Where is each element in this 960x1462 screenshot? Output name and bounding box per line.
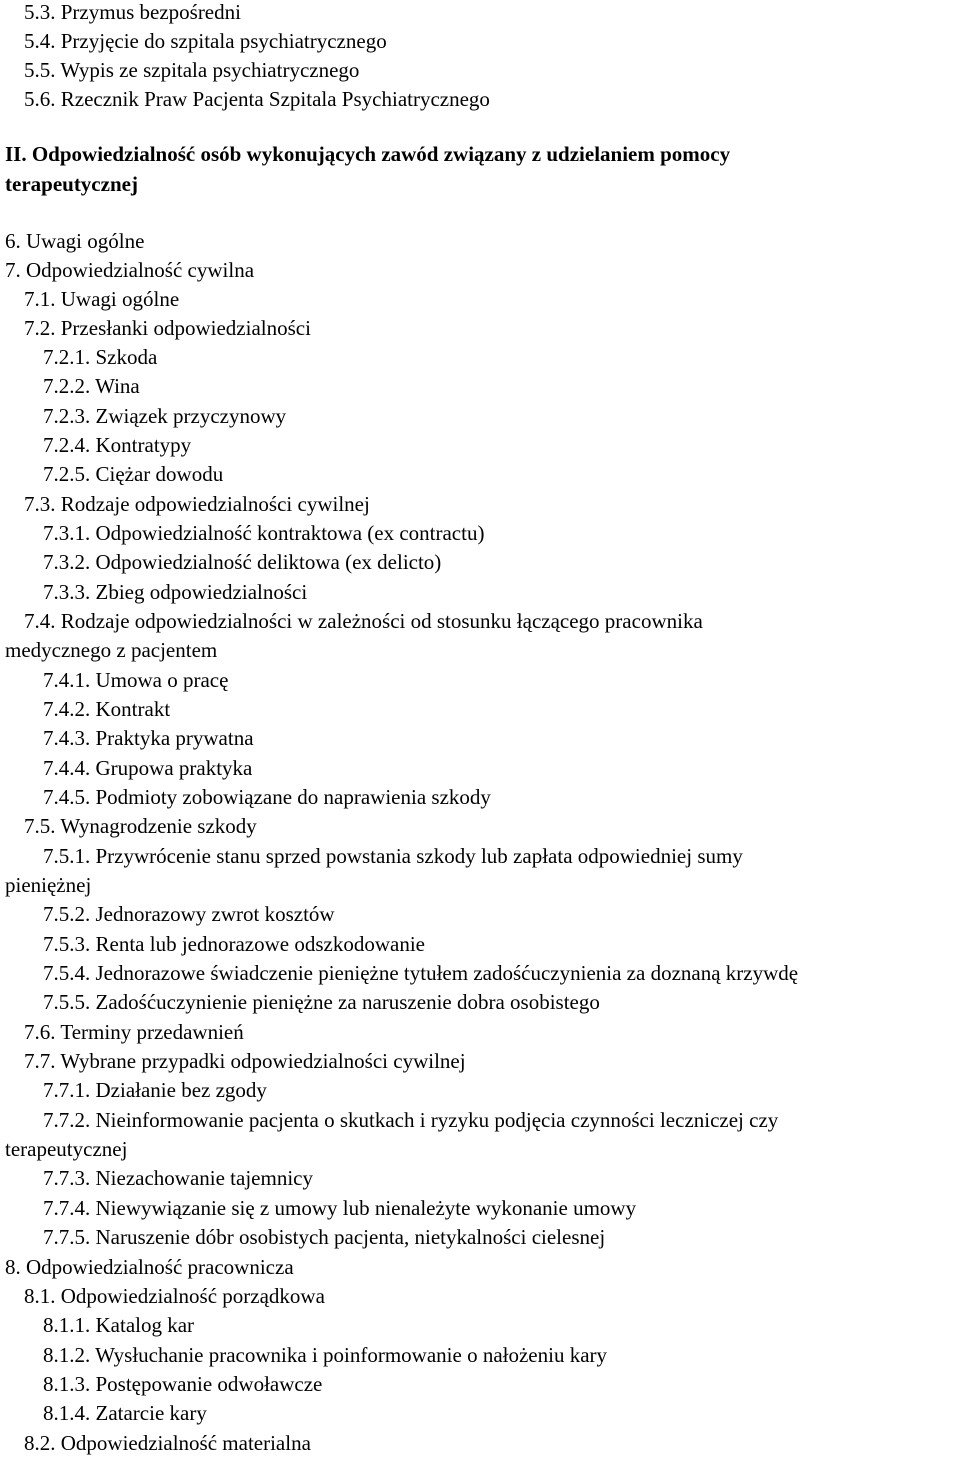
toc-line: 8. Odpowiedzialność pracownicza — [5, 1255, 294, 1279]
toc-line: 7.4.4. Grupowa praktyka — [43, 756, 253, 780]
toc-line: 5.6. Rzecznik Praw Pacjenta Szpitala Psychiatrycznego — [24, 87, 490, 111]
toc-line: 7.4. Rodzaje odpowiedzialności w zależności od stosunku łączącego pracownika — [24, 609, 703, 633]
toc-line: 7.5.2. Jednorazowy zwrot kosztów — [43, 902, 335, 926]
toc-line: 7.1. Uwagi ogólne — [24, 287, 180, 311]
toc-line: 7.4.5. Podmioty zobowiązane do naprawienia szkody — [43, 785, 491, 809]
toc-line: 7.4.2. Kontrakt — [43, 697, 171, 721]
toc-line: 7.7.4. Niewywiązanie się z umowy lub nienależyte wykonanie umowy — [43, 1196, 637, 1220]
toc-line: 8.1.3. Postępowanie odwoławcze — [43, 1372, 323, 1396]
toc-line: 8.1. Odpowiedzialność porządkowa — [24, 1284, 325, 1308]
toc-line: 7.6. Terminy przedawnień — [24, 1020, 244, 1044]
toc-line: 7.2.3. Związek przyczynowy — [43, 404, 287, 428]
toc-line: 7.7. Wybrane przypadki odpowiedzialności cywilnej — [24, 1049, 466, 1073]
toc-line: 7.3. Rodzaje odpowiedzialności cywilnej — [24, 492, 370, 516]
section-heading: II. Odpowiedzialność osób wykonujących zawód związany z udzielaniem pomocy — [5, 142, 731, 166]
toc-line: 7.3.3. Zbieg odpowiedzialności — [43, 580, 308, 604]
toc-line: 7.5. Wynagrodzenie szkody — [24, 814, 257, 838]
toc-line: 7.5.5. Zadośćuczynienie pieniężne za naruszenie dobra osobistego — [43, 990, 600, 1014]
toc-line-continuation: medycznego z pacjentem — [5, 638, 218, 662]
toc-line: 7.4.1. Umowa o pracę — [43, 668, 229, 692]
toc-line-continuation: pieniężnej — [5, 873, 92, 897]
toc-line: 8.2. Odpowiedzialność materialna — [24, 1431, 311, 1455]
toc-line: 7.2. Przesłanki odpowiedzialności — [24, 316, 311, 340]
toc-line: 8.1.4. Zatarcie kary — [43, 1401, 207, 1425]
toc-line: 8.1.2. Wysłuchanie pracownika i poinformowanie o nałożeniu kary — [43, 1343, 608, 1367]
toc-line: 7.3.1. Odpowiedzialność kontraktowa (ex contractu) — [43, 521, 485, 545]
toc-line: 7.7.5. Naruszenie dóbr osobistych pacjenta, nietykalności cielesnej — [43, 1225, 606, 1249]
toc-line-continuation: terapeutycznej — [5, 1137, 128, 1161]
toc-line: 7.4.3. Praktyka prywatna — [43, 726, 254, 750]
toc-line: 6. Uwagi ogólne — [5, 229, 145, 253]
toc-line: 7.5.3. Renta lub jednorazowe odszkodowanie — [43, 932, 425, 956]
toc-line: 5.3. Przymus bezpośredni — [24, 0, 241, 24]
toc-line: 5.5. Wypis ze szpitala psychiatrycznego — [24, 58, 360, 82]
toc-line: 8.1.1. Katalog kar — [43, 1313, 195, 1337]
toc-line: 7.2.1. Szkoda — [43, 345, 158, 369]
toc-line: 7.2.2. Wina — [43, 374, 140, 398]
toc-line: 7. Odpowiedzialność cywilna — [5, 258, 255, 282]
toc-line: 7.5.4. Jednorazowe świadczenie pieniężne tytułem zadośćuczynienia za doznaną krzywdę — [43, 961, 799, 985]
toc-line: 7.2.5. Ciężar dowodu — [43, 462, 224, 486]
toc-line: 5.4. Przyjęcie do szpitala psychiatrycznego — [24, 29, 387, 53]
toc-line: 7.3.2. Odpowiedzialność deliktowa (ex delicto) — [43, 550, 442, 574]
toc-line: 7.2.4. Kontratypy — [43, 433, 192, 457]
toc-line: 7.7.1. Działanie bez zgody — [43, 1078, 267, 1102]
toc-line: 7.5.1. Przywrócenie stanu sprzed powstania szkody lub zapłata odpowiedniej sumy — [43, 844, 743, 868]
toc-line: 7.7.2. Nieinformowanie pacjenta o skutkach i ryzyku podjęcia czynności leczniczej czy — [43, 1108, 779, 1132]
toc-line: 7.7.3. Niezachowanie tajemnicy — [43, 1166, 313, 1190]
section-heading-continuation: terapeutycznej — [5, 172, 138, 196]
